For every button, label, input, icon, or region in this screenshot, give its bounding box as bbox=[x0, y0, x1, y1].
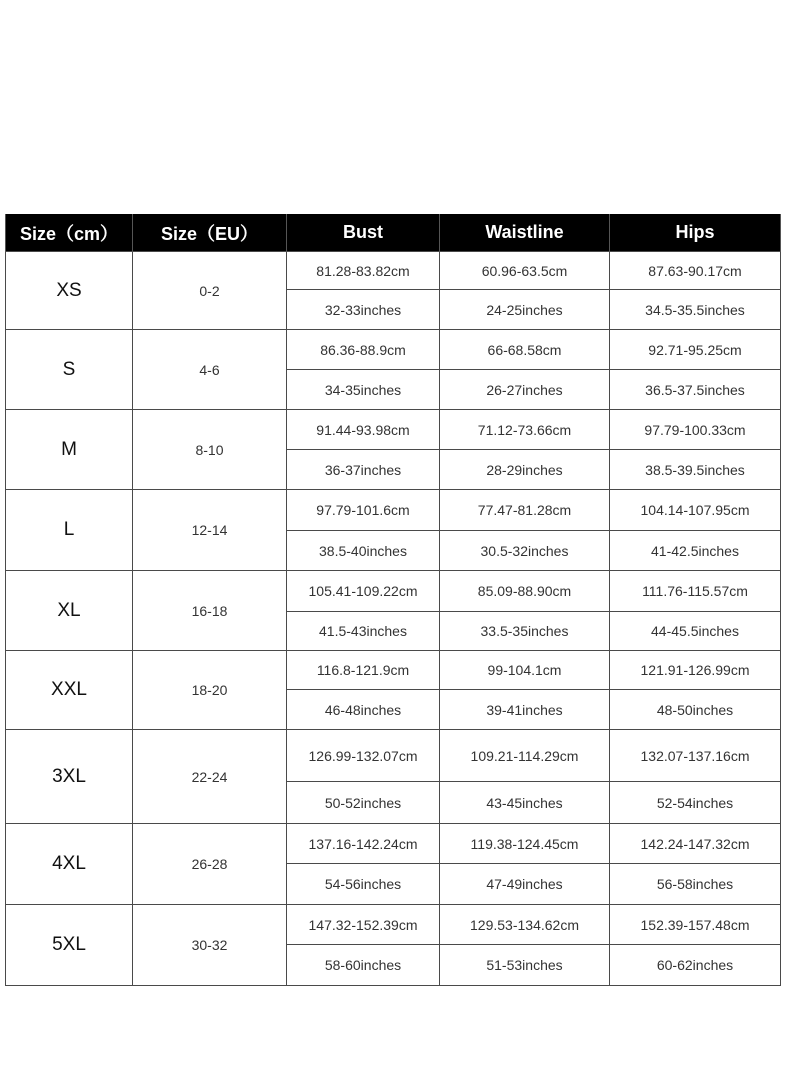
table-row bbox=[6, 730, 781, 782]
waist-cm: 129.53-134.62cm bbox=[440, 905, 610, 945]
size-chart-body bbox=[6, 252, 781, 986]
waist-inches: 47-49inches bbox=[440, 864, 610, 905]
bust-inches: 36-37inches bbox=[287, 450, 440, 490]
bust-cm: 126.99-132.07cm bbox=[287, 730, 440, 782]
bust-inches: 34-35inches bbox=[287, 370, 440, 410]
table-row bbox=[6, 330, 781, 370]
size-label: XL bbox=[6, 571, 133, 651]
header-hips: Hips bbox=[610, 214, 781, 252]
bust-inches: 41.5-43inches bbox=[287, 612, 440, 651]
bust-inches: 46-48inches bbox=[287, 690, 440, 730]
table-row bbox=[6, 490, 781, 531]
hips-inches: 36.5-37.5inches bbox=[610, 370, 781, 410]
hips-cm: 121.91-126.99cm bbox=[610, 651, 781, 690]
eu-size: 26-28 bbox=[133, 824, 287, 905]
waist-inches: 39-41inches bbox=[440, 690, 610, 730]
size-label: L bbox=[6, 490, 133, 571]
waist-inches: 33.5-35inches bbox=[440, 612, 610, 651]
header-bust: Bust bbox=[287, 214, 440, 252]
eu-size: 0-2 bbox=[133, 252, 287, 330]
waist-inches: 30.5-32inches bbox=[440, 531, 610, 571]
waist-inches: 24-25inches bbox=[440, 290, 610, 330]
eu-size: 8-10 bbox=[133, 410, 287, 490]
bust-inches: 58-60inches bbox=[287, 945, 440, 986]
hips-cm: 132.07-137.16cm bbox=[610, 730, 781, 782]
bust-cm: 86.36-88.9cm bbox=[287, 330, 440, 370]
bust-cm: 97.79-101.6cm bbox=[287, 490, 440, 531]
size-label: M bbox=[6, 410, 133, 490]
size-label: 5XL bbox=[6, 905, 133, 986]
table-row bbox=[6, 905, 781, 945]
header-size-cm: Size（cm） bbox=[6, 214, 133, 252]
size-label: 4XL bbox=[6, 824, 133, 905]
header-waistline: Waistline bbox=[440, 214, 610, 252]
waist-inches: 51-53inches bbox=[440, 945, 610, 986]
bust-inches: 50-52inches bbox=[287, 782, 440, 824]
eu-size: 16-18 bbox=[133, 571, 287, 651]
waist-cm: 77.47-81.28cm bbox=[440, 490, 610, 531]
hips-cm: 92.71-95.25cm bbox=[610, 330, 781, 370]
hips-inches: 34.5-35.5inches bbox=[610, 290, 781, 330]
waist-inches: 26-27inches bbox=[440, 370, 610, 410]
hips-inches: 56-58inches bbox=[610, 864, 781, 905]
bust-cm: 147.32-152.39cm bbox=[287, 905, 440, 945]
header-row bbox=[6, 214, 781, 252]
hips-cm: 104.14-107.95cm bbox=[610, 490, 781, 531]
hips-cm: 111.76-115.57cm bbox=[610, 571, 781, 612]
hips-inches: 41-42.5inches bbox=[610, 531, 781, 571]
waist-cm: 71.12-73.66cm bbox=[440, 410, 610, 450]
waist-cm: 85.09-88.90cm bbox=[440, 571, 610, 612]
bust-cm: 81.28-83.82cm bbox=[287, 252, 440, 290]
size-chart-table bbox=[5, 214, 781, 986]
eu-size: 12-14 bbox=[133, 490, 287, 571]
hips-inches: 44-45.5inches bbox=[610, 612, 781, 651]
size-label: 3XL bbox=[6, 730, 133, 824]
hips-inches: 52-54inches bbox=[610, 782, 781, 824]
bust-inches: 32-33inches bbox=[287, 290, 440, 330]
table-row bbox=[6, 571, 781, 612]
bust-cm: 137.16-142.24cm bbox=[287, 824, 440, 864]
table-row bbox=[6, 824, 781, 864]
hips-cm: 152.39-157.48cm bbox=[610, 905, 781, 945]
size-chart-header bbox=[6, 214, 781, 252]
bust-cm: 116.8-121.9cm bbox=[287, 651, 440, 690]
header-size-eu: Size（EU） bbox=[133, 214, 287, 252]
hips-cm: 97.79-100.33cm bbox=[610, 410, 781, 450]
eu-size: 18-20 bbox=[133, 651, 287, 730]
bust-inches: 38.5-40inches bbox=[287, 531, 440, 571]
size-label: S bbox=[6, 330, 133, 410]
hips-inches: 60-62inches bbox=[610, 945, 781, 986]
hips-cm: 87.63-90.17cm bbox=[610, 252, 781, 290]
waist-cm: 99-104.1cm bbox=[440, 651, 610, 690]
eu-size: 30-32 bbox=[133, 905, 287, 986]
hips-inches: 38.5-39.5inches bbox=[610, 450, 781, 490]
waist-cm: 109.21-114.29cm bbox=[440, 730, 610, 782]
hips-inches: 48-50inches bbox=[610, 690, 781, 730]
waist-cm: 60.96-63.5cm bbox=[440, 252, 610, 290]
bust-cm: 91.44-93.98cm bbox=[287, 410, 440, 450]
waist-inches: 28-29inches bbox=[440, 450, 610, 490]
table-row bbox=[6, 651, 781, 690]
size-label: XXL bbox=[6, 651, 133, 730]
hips-cm: 142.24-147.32cm bbox=[610, 824, 781, 864]
size-label: XS bbox=[6, 252, 133, 330]
table-row bbox=[6, 252, 781, 290]
bust-cm: 105.41-109.22cm bbox=[287, 571, 440, 612]
waist-cm: 66-68.58cm bbox=[440, 330, 610, 370]
waist-cm: 119.38-124.45cm bbox=[440, 824, 610, 864]
bust-inches: 54-56inches bbox=[287, 864, 440, 905]
waist-inches: 43-45inches bbox=[440, 782, 610, 824]
table-row bbox=[6, 410, 781, 450]
eu-size: 22-24 bbox=[133, 730, 287, 824]
eu-size: 4-6 bbox=[133, 330, 287, 410]
